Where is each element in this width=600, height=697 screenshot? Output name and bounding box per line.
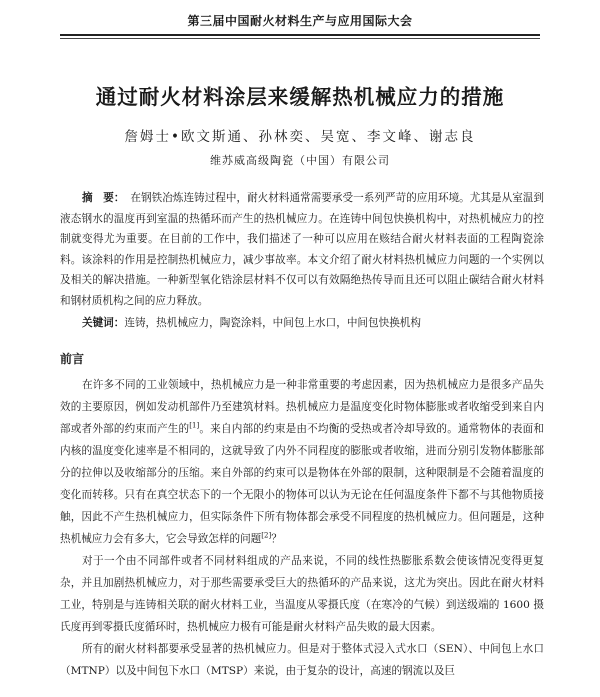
paragraph-1-part-2: 。来自内部的约束是由不均衡的受热或者冷却导致的。通常物体的表面和内核的温度变化速率是不相同的，这就导致了内外不同程度的膨胀或者收缩，进而分别引发物体膨胀部分的拉伸以及收缩部分的压缩。来自外部的约束可以是物体在外部的限制，这种限制是不会随着温度的变化而转移。只有在真空状态下的一个无限小的物体可以认为无论在任何温度条件下都不与其他物质接触，因此不产生热机械应力，但实际条件下所有物体都会承受不同程度的热机械应力。但问题是，这种热机械应力会有多大，它会导致怎样的问题: [60, 423, 545, 545]
keywords-text: 连铸，热机械应力，陶瓷涂料，中间包上水口，中间包快换机构: [124, 317, 421, 329]
paragraph-1-part-3: ？: [271, 533, 282, 545]
paragraph-3: 所有的耐火材料都要承受显著的热机械应力。但是对于整体式浸入式水口（SEN）、中间包上水口（MTNP）以及中间包下水口（MTSP）来说，由于复杂的设计，高速的钢流以及巨: [60, 643, 544, 677]
keywords: [82, 313, 544, 333]
citation-1: [1]: [189, 421, 200, 430]
section-heading: 前言: [60, 352, 85, 366]
paragraph-1-part-1: 在许多不同的工业领域中，热机械应力是一种非常重要的考虑因素，因为热机械应力是很多产品失效的主要原因，例如发动机部件乃至建筑材料。热机械应力是温度变化时物体膨胀或者收缩受到来自内部或者外部的约束而产生的: [60, 379, 544, 435]
abstract-text: 在钢铁冶炼连铸过程中，耐火材料通常需要承受一系列严苛的应用环境。尤其是从室温到液态钢水的温度再到室温的热循环而产生的热机械应力。在连铸中间包快换机构中，对热机械应力的控制就变得尤为重要。在目前的工作中，我们描述了一种可以应用在赅结合耐火材料表面的工程陶瓷涂料。该涂料的作用是控制热机械应力，减少事故率。本文介绍了耐火材料热机械应力问题的一个实例以及相关的解决措施。一种新型氧化锆涂层材料不仅可以有效隔绝热传导而且还可以阻止碳结合耐火材料和钢材质机构之间的应力释放。: [60, 192, 544, 307]
paper-affiliation: 维苏威高级陶瓷（中国）有限公司: [210, 154, 390, 167]
header-rule: [60, 38, 540, 39]
paper-authors: 詹姆士•欧文斯通、孙林奕、吴宽、李文峰、谢志良: [124, 129, 476, 145]
paragraph-1: [60, 374, 544, 550]
running-header: [60, 10, 540, 36]
abstract-label: 摘 要：: [82, 192, 125, 204]
paragraph-2: 对于一个由不同部件或者不同材料组成的产品来说，不同的线性热膨胀系数会使该情况变得更复杂，并且加剧热机械应力，对于那些需要承受巨大的热循环的产品来说，这尤为突出。因此在耐火材料工业，特别是与连铸相关联的耐火材料工业，当温度从零摄氏度（在寒冷的气候）到送级端的 1600 摄氏度再到零摄氏度循环时，热机械应力极有可能是耐火材料产品失败的最大因素。: [60, 555, 544, 633]
abstract: [60, 188, 544, 311]
conference-name: 第三届中国耐火材料生产与应用国际大会: [187, 14, 413, 28]
paper-title: 通过耐火材料涂层来缓解热机械应力的措施: [95, 85, 505, 109]
section-body: [60, 374, 544, 682]
keywords-label: 关键词：: [82, 317, 125, 329]
citation-2: [2]: [261, 531, 272, 540]
